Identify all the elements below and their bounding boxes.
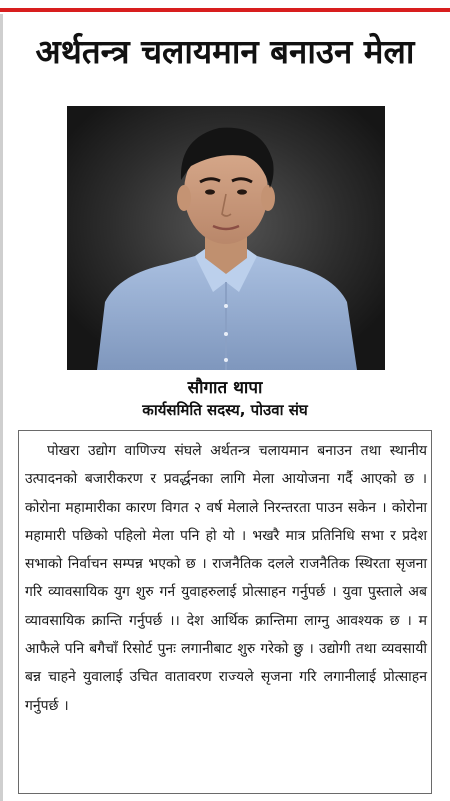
article-body: पोखरा उद्योग वाणिज्य संघले अर्थतन्त्र चलायमान बनाउन तथा स्थानीय उत्पादनको बजारीकरण र प्रवर्द्धनका लागि मेला आयोजना गर्दै आएको छ । कोरोना महामारीका कारण विगत २ वर्ष मेलाले निरन्तरता पाउन सकेन । कोरोना महामारी पछिको पहिलो मेला पनि हो यो । भखरै मात्र प्रतिनिधि सभा र प्रदेश सभाको निर्वाचन सम्पन्न भएको छ । राजनैतिक दलले राजनैतिक स्थिरता सृजना गरि व्यावसायिक युग शुरु गर्न युवाहरुलाई प्रोत्साहन गर्नुपर्छ । युवा पुस्ताले अब व्यावसायिक क्रान्ति गर्नुपर्छ ।। देश आर्थिक क्रान्तिमा लाग्नु आवश्यक छ । म आफैले पनि बगैचाँ रिसोर्ट पुनः लगानीबाट शुरु गरेको छु । उद्योगी तथा व्यवसायी बन्न चाहने युवालाई उचित वातावरण राज्यले सृजना गरि लगानीलाई प्रोत्साहन गर्नुपर्छ । <box>25 443 427 714</box>
red-rule <box>0 8 450 12</box>
portrait-illustration <box>67 106 385 370</box>
article-body-box <box>18 430 432 794</box>
person-photo <box>67 106 385 370</box>
person-role: कार्यसमिति सदस्य, पोउवा संघ <box>142 401 308 419</box>
top-strip <box>0 0 450 14</box>
article-headline: अर्थतन्त्र चलायमान बनाउन मेला <box>35 32 415 71</box>
person-name: सौगात थापा <box>187 378 263 398</box>
